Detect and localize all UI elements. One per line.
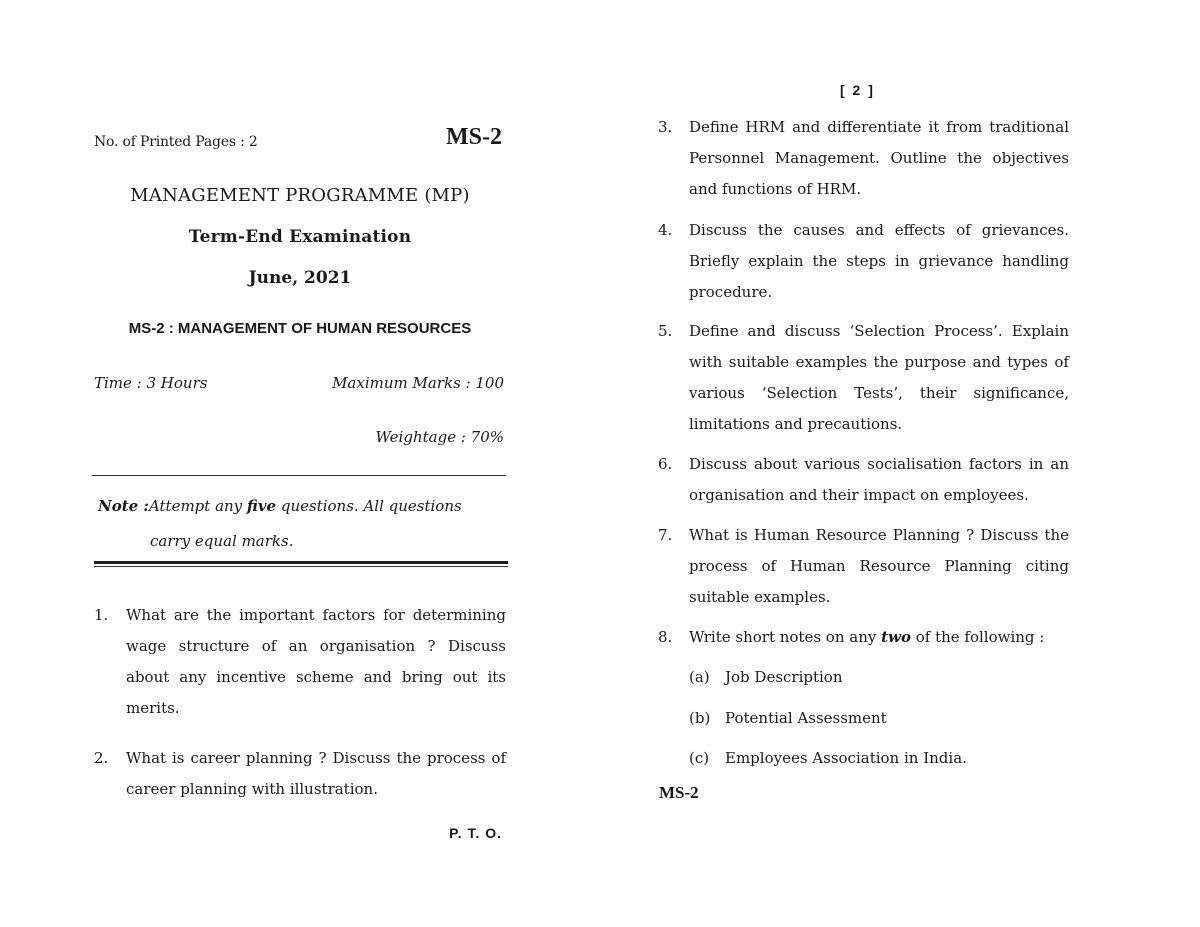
divider-thin: [94, 566, 508, 567]
question-number: 4.: [658, 221, 673, 239]
maximum-marks: Maximum Marks : 100: [332, 374, 504, 392]
question-4: [655, 215, 1069, 308]
question-text: What is Human Resource Planning ? Discuss the process of Human Resource Planning citing suitable examples.: [689, 526, 1069, 606]
question-text: Define and discuss ‘Selection Process’. Explain with suitable examples the purpose and types of various ‘Selection Tests’, their significance, limitations and precautions.: [689, 322, 1069, 433]
question-5: [655, 316, 1069, 440]
question-number: 5.: [658, 322, 673, 340]
weightage: Weightage : 70%: [375, 428, 504, 446]
right-page: [655, 0, 1071, 927]
question-text: What is career planning ? Discuss the process of career planning with illustration.: [126, 749, 506, 798]
exam-month: June, 2021: [248, 268, 352, 288]
printed-pages-count: No. of Printed Pages : 2: [94, 134, 258, 150]
course-code-header: MS-2: [446, 124, 502, 150]
question-3: [655, 112, 1069, 205]
page-number: [ 2 ]: [840, 82, 875, 98]
question-number: 8.: [658, 628, 673, 646]
question-7: [655, 520, 1069, 613]
sub-label: (a): [689, 668, 710, 686]
sub-label: (b): [689, 709, 711, 727]
programme-title: MANAGEMENT PROGRAMME (MP): [130, 185, 470, 206]
sub-text: Employees Association in India.: [725, 749, 967, 767]
question-text: Discuss the causes and effects of grievances. Briefly explain the steps in grievance handling procedure.: [689, 221, 1069, 301]
note-text-line2: carry equal marks.: [150, 532, 294, 550]
q8-text-post: of the following :: [910, 628, 1045, 646]
question-text: What are the important factors for determining wage structure of an organisation ? Discuss about any incentive scheme and bring out its merits.: [126, 606, 506, 717]
question-number: 6.: [658, 455, 673, 473]
question-2: [94, 743, 506, 805]
divider-thick: [94, 561, 508, 564]
exam-title: Term-End Examination: [188, 227, 412, 247]
question-number: 7.: [658, 526, 673, 544]
question-text: [689, 622, 1069, 653]
sub-text: Job Description: [725, 668, 843, 686]
sub-text: Potential Assessment: [725, 709, 887, 727]
question-number: 3.: [658, 118, 673, 136]
note-text-post: questions. All questions: [276, 497, 462, 515]
left-page: [92, 0, 508, 927]
sub-question-c: [689, 743, 967, 774]
course-code-footer: MS-2: [659, 783, 699, 802]
divider-top: [92, 475, 506, 476]
question-8: [655, 622, 1069, 653]
note-text-pre: Attempt any: [148, 497, 247, 515]
sub-question-b: [689, 703, 887, 734]
note-emphasis: five: [246, 497, 277, 515]
question-6: [655, 449, 1069, 511]
question-number: 1.: [94, 606, 109, 624]
question-text: Define HRM and differentiate it from traditional Personnel Management. Outline the objectives and functions of HRM.: [689, 118, 1069, 198]
note-label: Note :: [98, 497, 149, 515]
exam-note: [98, 489, 508, 559]
exam-time: Time : 3 Hours: [94, 374, 208, 392]
course-title: MS-2 : MANAGEMENT OF HUMAN RESOURCES: [128, 320, 472, 337]
please-turn-over: P. T. O.: [449, 825, 502, 841]
sub-label: (c): [689, 749, 710, 767]
question-text: Discuss about various socialisation factors in an organisation and their impact on employees.: [689, 455, 1069, 504]
q8-text-pre: Write short notes on any: [689, 628, 882, 646]
question-number: 2.: [94, 749, 109, 767]
q8-emphasis: two: [881, 628, 911, 646]
question-1: [94, 600, 506, 724]
sub-question-a: [689, 662, 843, 693]
